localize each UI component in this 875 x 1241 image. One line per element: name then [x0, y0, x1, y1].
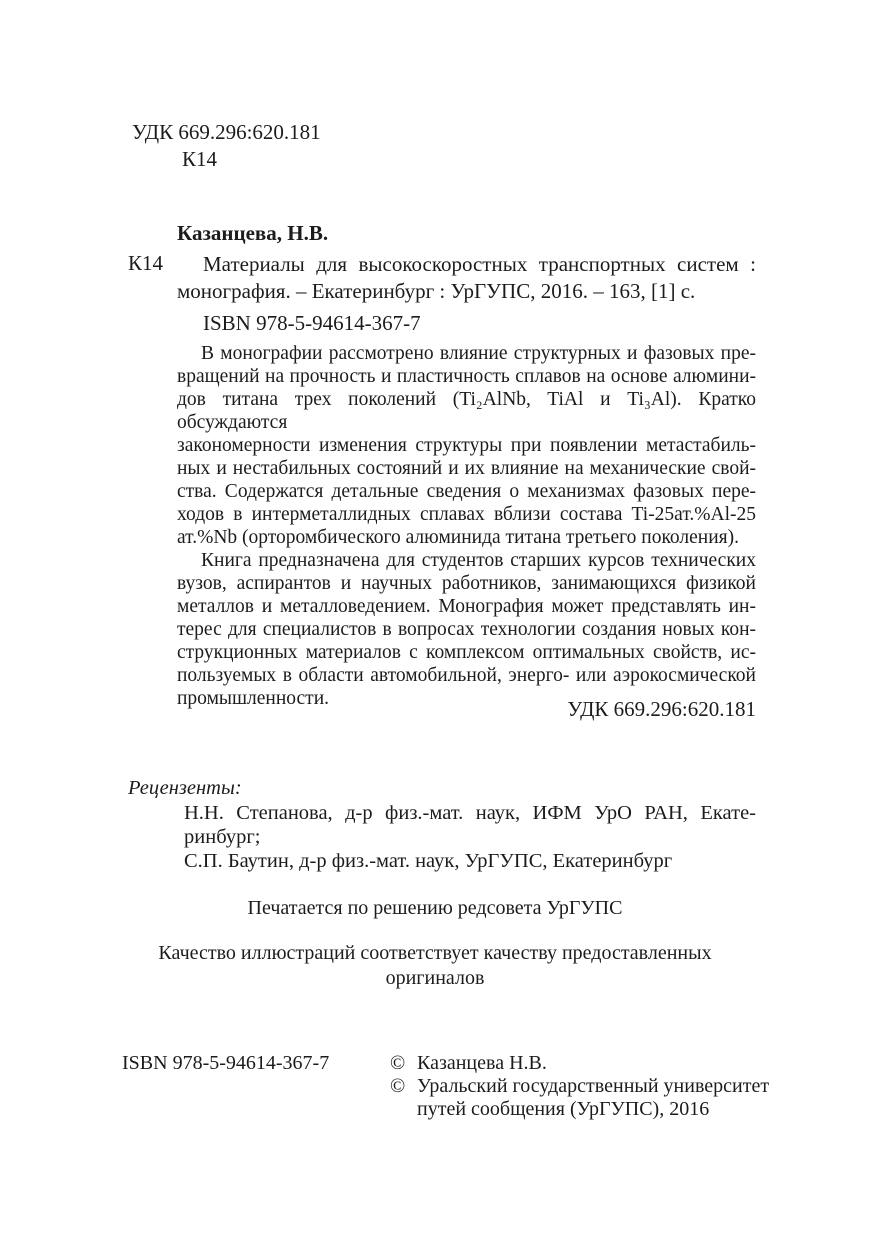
- annotation-line: ат.%Nb (орторомбического алюминида титана третьего поколения).: [177, 527, 740, 548]
- book-index-card: К14: [128, 251, 164, 275]
- bibliographic-record-line: Материалы для высокоскоростных транспортных систем :: [203, 252, 756, 276]
- copyright-entry: [390, 1075, 769, 1121]
- copyright-block: [390, 1052, 769, 1121]
- reviewer-line: Н.Н. Степанова, д-р физ.-мат. наук, ИФМ УрО РАН, Екате-: [184, 802, 756, 824]
- illustration-quality-note: [110, 941, 760, 991]
- reviewers-label: Рецензенты:: [128, 777, 242, 799]
- reviewer-line: С.П. Баутин, д-р физ.-мат. наук, УрГУПС, Екатеринбург: [184, 850, 673, 872]
- bibliographic-record: [177, 251, 756, 305]
- book-index-top: К14: [182, 147, 218, 171]
- annotation-line: промышленности.: [177, 688, 330, 709]
- illustration-quality-line: оригиналов: [385, 967, 485, 989]
- author-heading: Казанцева, Н.В.: [177, 221, 329, 245]
- annotation-line: пользуемых в области автомобильной, энерго- или аэрокосмической: [177, 665, 756, 686]
- annotation-line: терес для специалистов в вопросах технологии создания новых кон-: [177, 619, 756, 640]
- copyright-holder-line: путей сообщения (УрГУПС), 2016: [417, 1098, 710, 1120]
- annotation-line: вузов, аспирантов и научных работников, занимающихся физикой: [177, 573, 756, 594]
- copyright-holder: [417, 1075, 769, 1121]
- annotation: [177, 342, 756, 710]
- annotation-line: металлов и металловедением. Монография может представлять ин-: [177, 596, 756, 617]
- annotation-line: ходов в интерметаллидных сплавах вблизи состава Ti-25ат.%Al-25: [177, 504, 756, 525]
- copyright-entry: [390, 1052, 769, 1075]
- copyright-symbol: ©: [390, 1075, 406, 1097]
- copyright-holder-line: Уральский государственный университет: [417, 1075, 770, 1097]
- bibliographic-record-line: монография. – Екатеринбург : УрГУПС, 2016. – 163, [1] с.: [177, 279, 696, 303]
- annotation-line: струкционных материалов с комплексом оптимальных свойств, ис-: [177, 642, 756, 663]
- reviewer-line: ринбург;: [184, 826, 261, 848]
- editorial-decision-note: Печатается по решению редсовета УрГУПС: [247, 897, 623, 919]
- reviewers-list: [184, 801, 756, 873]
- copyright-symbol: ©: [390, 1052, 406, 1074]
- annotation-line: дов титана трех поколений (Ti₂AlNb, TiAl и Ti₃Al). Кратко обсуждаются: [177, 389, 756, 433]
- annotation-line: ных и нестабильных состояний и их влияние на механические свой-: [177, 458, 756, 479]
- annotation-line: Книга предназначена для студентов старших курсов технических: [201, 550, 756, 571]
- annotation-line: ства. Содержатся детальные сведения о механизмах фазовых пере-: [177, 481, 756, 502]
- copyright-holder: Казанцева Н.В.: [417, 1052, 547, 1074]
- annotation-line: вращений на прочность и пластичность сплавов на основе алюмини-: [177, 366, 756, 387]
- footer-isbn: ISBN 978-5-94614-367-7: [122, 1052, 330, 1074]
- illustration-quality-line: Качество иллюстраций соответствует качеству предоставленных: [158, 942, 712, 964]
- udk-code-bottom: УДК 669.296:620.181: [567, 697, 756, 721]
- udk-code-top: УДК 669.296:620.181: [132, 120, 321, 144]
- isbn-line: ISBN 978-5-94614-367-7: [203, 311, 421, 335]
- annotation-line: закономерности изменения структуры при появлении метастабиль-: [177, 435, 756, 456]
- annotation-line: В монографии рассмотрено влияние структурных и фазовых пре-: [201, 343, 756, 364]
